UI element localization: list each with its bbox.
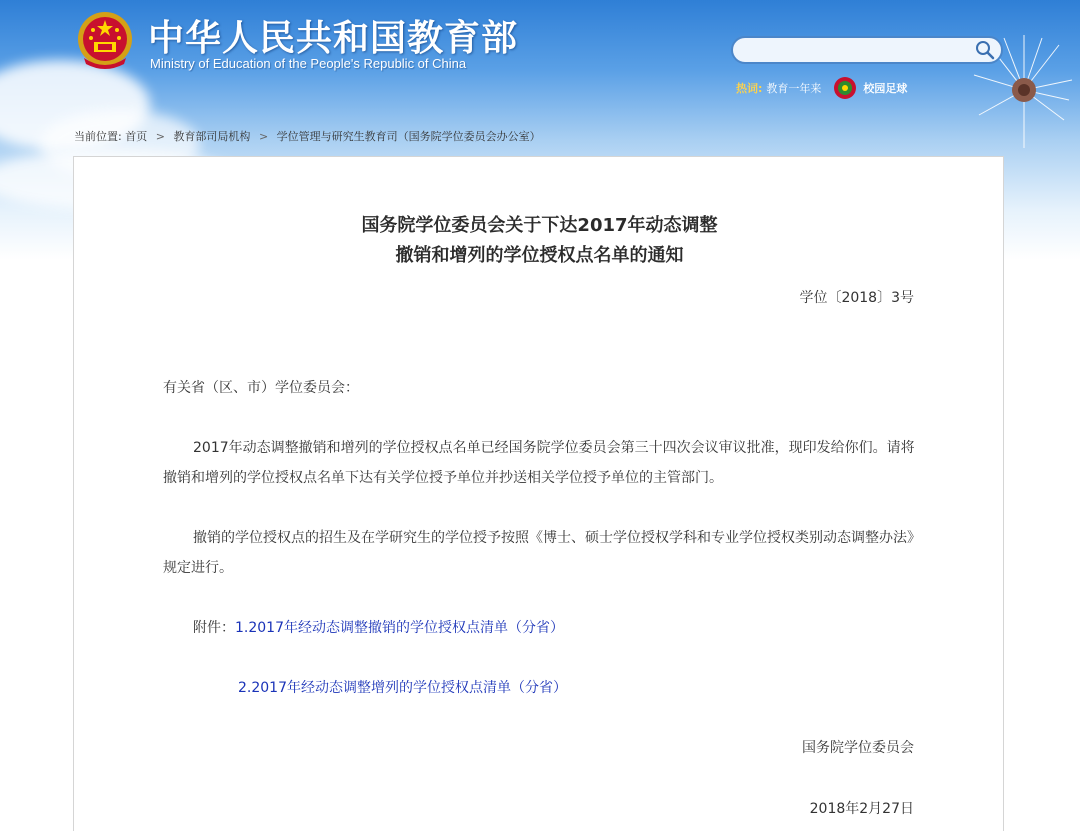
attachment-link-1[interactable]: 1.2017年经动态调整撤销的学位授权点清单（分省） xyxy=(235,620,564,636)
paragraph-2: 撤销的学位授权点的招生及在学研究生的学位授予按照《博士、硕士学位授权学科和专业学位授权类别动态调整办法》规定进行。 xyxy=(163,530,914,576)
attachment-line-2 xyxy=(238,673,567,703)
attachment-link-2[interactable]: 2.2017年经动态调整增列的学位授权点清单（分省） xyxy=(238,680,567,696)
hot-words-label: 热词: xyxy=(736,82,763,95)
attachment-label: 附件： xyxy=(193,620,235,636)
paragraph-1: 2017年动态调整撤销和增列的学位授权点名单已经国务院学位委员会第三十四次会议审议批准，现印发给你们。请将撤销和增列的学位授权点名单下达有关学位授予单位并抄送相关学位授予单位的主管部门。 xyxy=(163,440,915,486)
chevron-right-icon: > xyxy=(155,130,165,143)
article-title-line1: 国务院学位委员会关于下达2017年动态调整 xyxy=(361,215,718,236)
breadcrumb-prefix: 当前位置: xyxy=(74,130,122,143)
breadcrumb-home[interactable]: 首页 xyxy=(125,130,148,143)
breadcrumb-dept[interactable]: 教育部司局机构 xyxy=(173,130,251,143)
attachment-line-1 xyxy=(193,613,564,643)
article-title-line2: 撤销和增列的学位授权点名单的通知 xyxy=(395,245,684,266)
search-input[interactable] xyxy=(743,40,963,60)
issue-date: 2018年2月27日 xyxy=(809,801,914,817)
site-subtitle: Ministry of Education of the People's Republic of China xyxy=(150,56,467,71)
hot-word-link[interactable]: 教育一年来 xyxy=(766,82,822,95)
national-emblem-icon xyxy=(76,10,134,72)
salutation: 有关省（区、市）学位委员会： xyxy=(163,380,359,396)
document-number: 学位〔2018〕3号 xyxy=(799,290,914,306)
hot-word-link[interactable]: 校园足球 xyxy=(863,82,908,95)
hot-words xyxy=(736,80,907,96)
site-title: 中华人民共和国教育部 xyxy=(148,18,519,59)
article-panel xyxy=(73,156,1004,831)
breadcrumb xyxy=(74,128,541,144)
signature: 国务院学位委员会 xyxy=(802,740,914,756)
search-icon[interactable] xyxy=(975,40,995,60)
football-icon[interactable] xyxy=(833,76,857,100)
search-box[interactable] xyxy=(731,36,1003,64)
chevron-right-icon: > xyxy=(258,130,269,143)
breadcrumb-current[interactable]: 学位管理与研究生教育司（国务院学位委员会办公室） xyxy=(276,130,541,143)
